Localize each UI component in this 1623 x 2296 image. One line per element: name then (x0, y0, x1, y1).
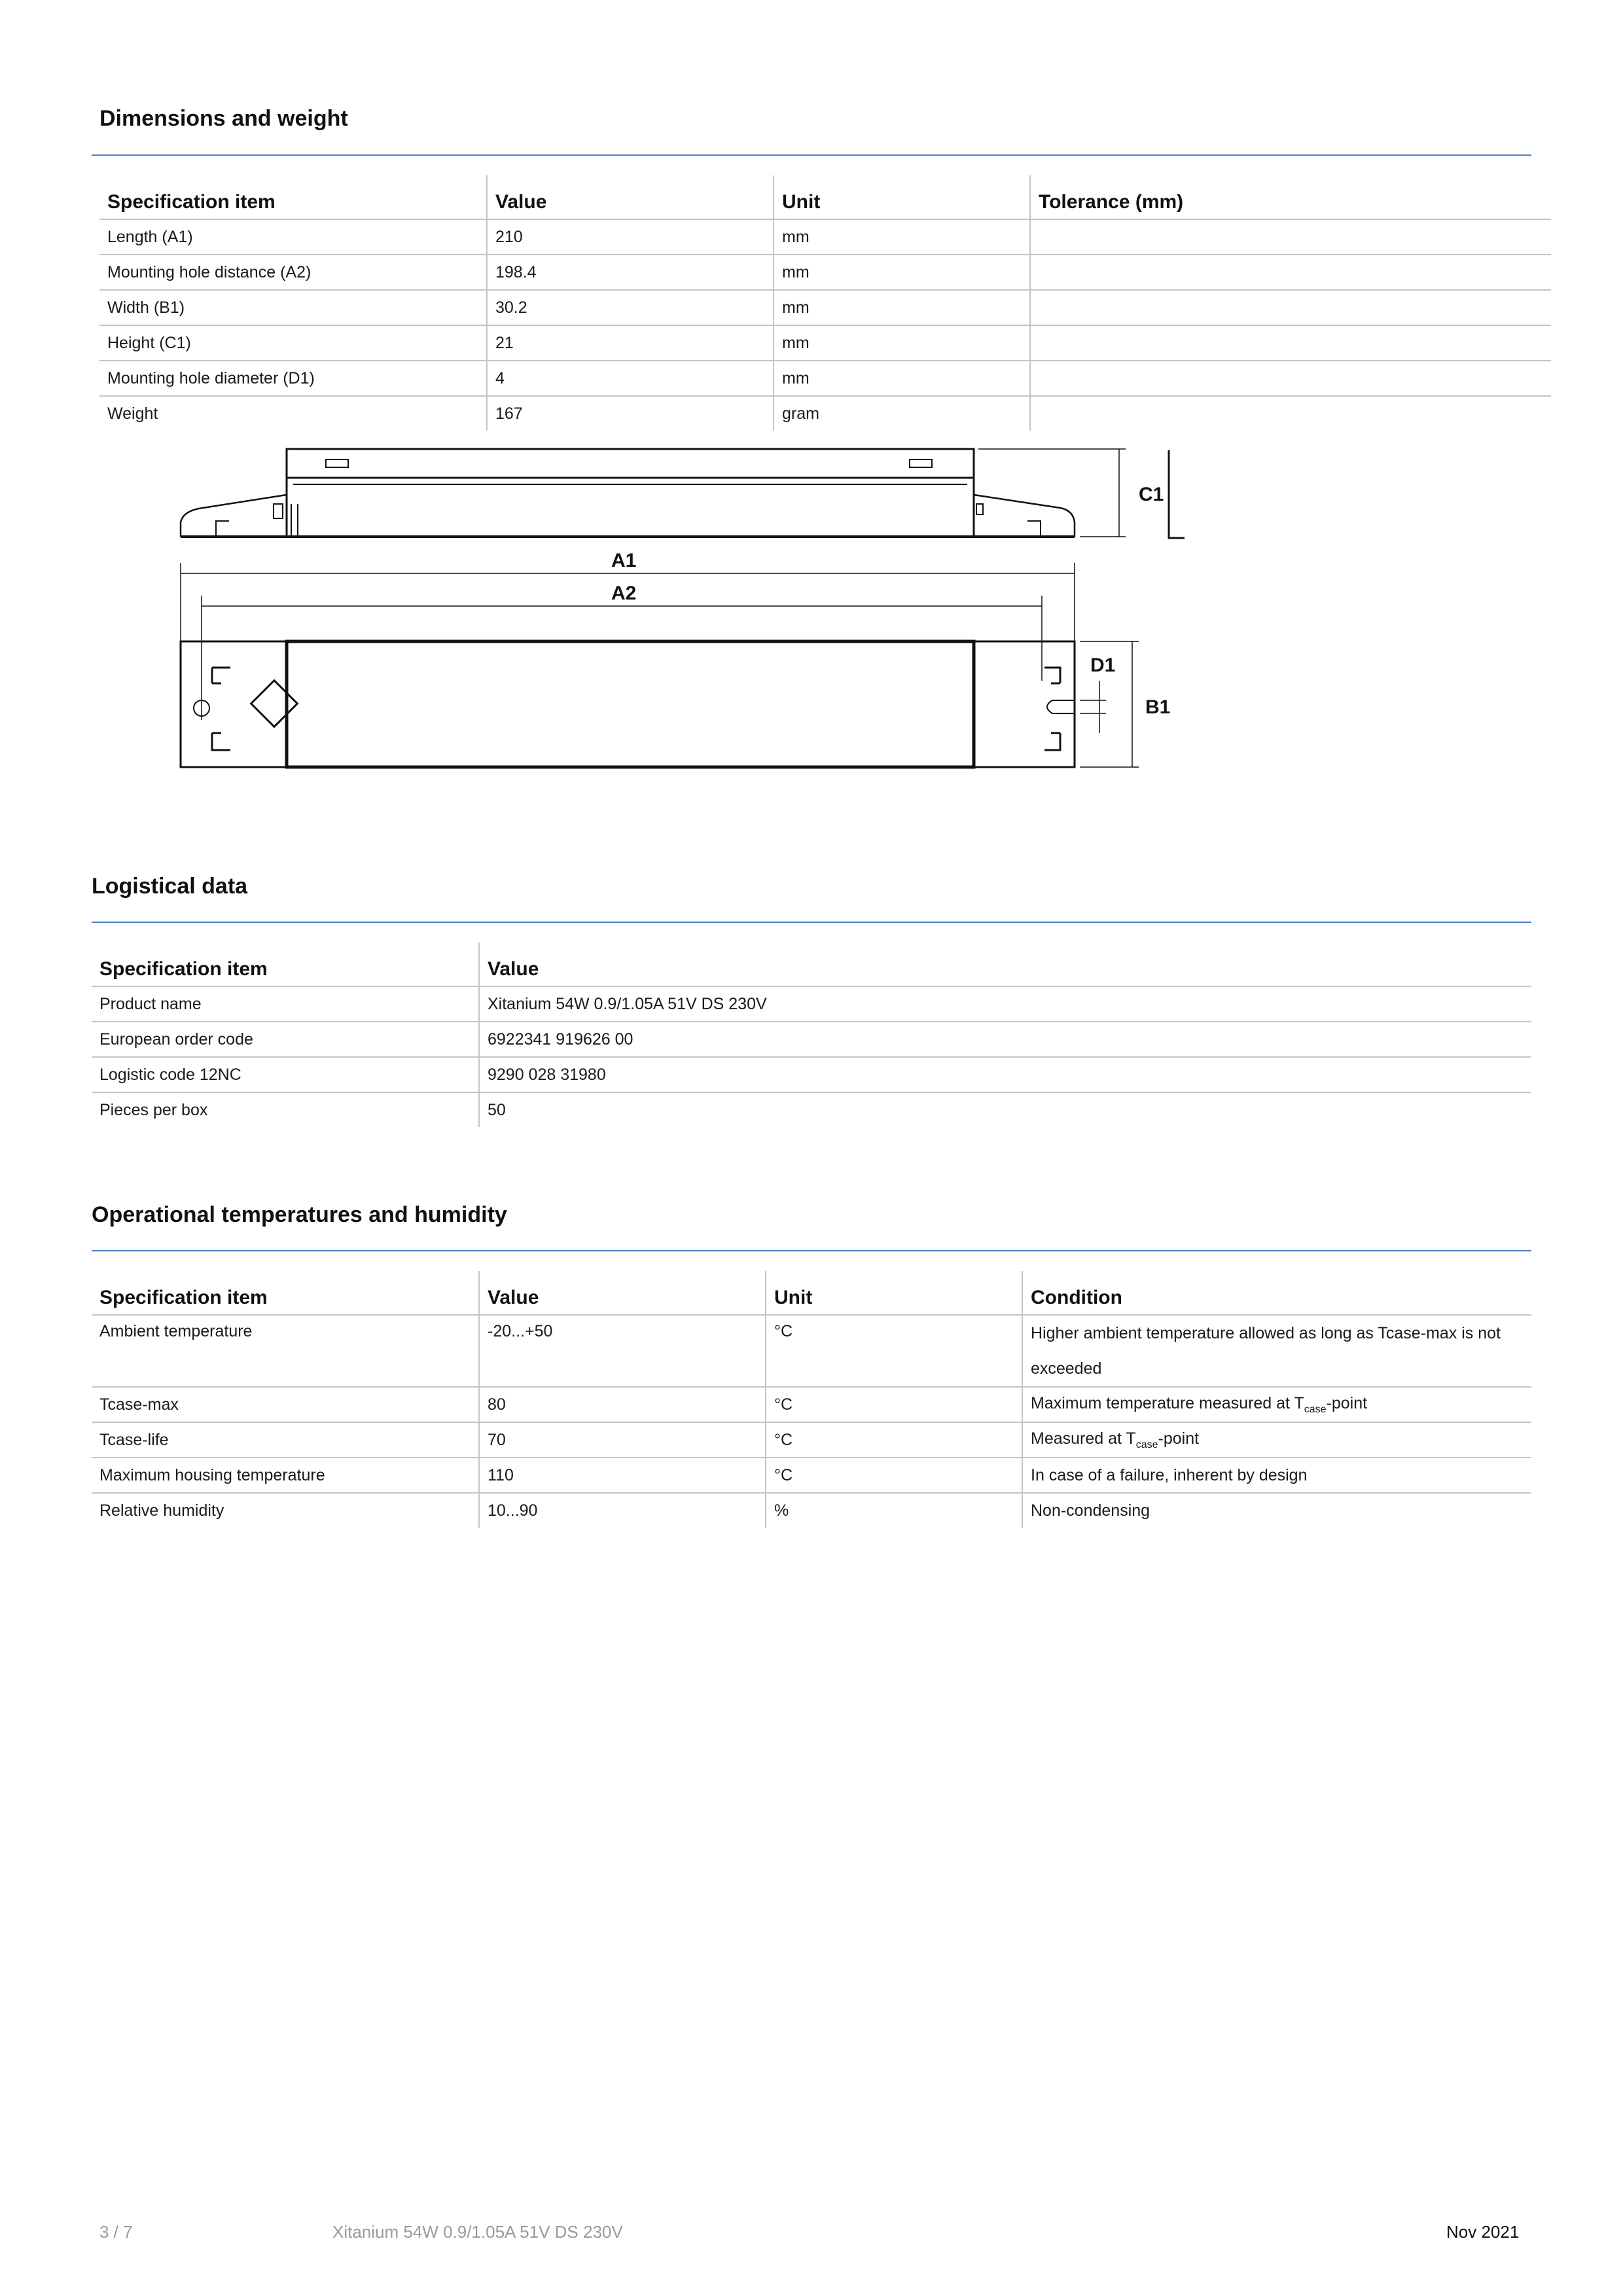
cell-unit: % (766, 1493, 1022, 1528)
mounting-slot (1047, 700, 1075, 713)
cell-value: 21 (487, 325, 774, 361)
cell-item: Height (C1) (99, 325, 487, 361)
cell-value: 80 (479, 1387, 766, 1422)
table-row (99, 255, 1551, 290)
table-header-row (99, 175, 1551, 219)
cell-item: Maximum housing temperature (92, 1458, 479, 1493)
cell-value: 210 (487, 219, 774, 255)
cell-item: Tcase-max (92, 1387, 479, 1422)
a-dimensions (181, 550, 1075, 720)
table-row (99, 290, 1551, 325)
cell-value: 4 (487, 361, 774, 396)
cell-unit: °C (766, 1315, 1022, 1387)
label-a1: A1 (611, 550, 637, 571)
cell-value: 9290 028 31980 (479, 1057, 1531, 1092)
b-d-dimensions (1080, 641, 1170, 767)
section-title-logistical: Logistical data (92, 874, 248, 899)
table-row (92, 1092, 1531, 1127)
cell-tolerance (1030, 361, 1551, 396)
top-view (181, 641, 1075, 767)
table-row (92, 1387, 1531, 1422)
table-row (99, 325, 1551, 361)
column-header: Value (487, 175, 774, 219)
label-a2: A2 (611, 583, 637, 604)
column-header: Unit (766, 1271, 1022, 1315)
cell-item: Logistic code 12NC (92, 1057, 479, 1092)
cell-value: 70 (479, 1422, 766, 1458)
footer-page-number: 3 / 7 (99, 2222, 133, 2242)
table-row (92, 1022, 1531, 1057)
cell-condition: In case of a failure, inherent by design (1022, 1458, 1531, 1493)
cell-tolerance (1030, 255, 1551, 290)
cell-item: Relative humidity (99, 1501, 224, 1520)
column-header: Specification item (92, 942, 479, 986)
section-title-operational: Operational temperatures and humidity (92, 1202, 507, 1227)
section-divider (92, 922, 1531, 923)
cell-unit: °C (766, 1458, 1022, 1493)
cell-value: Xitanium 54W 0.9/1.05A 51V DS 230V (479, 986, 1531, 1022)
side-view (181, 449, 1075, 537)
cell-value: 50 (479, 1092, 1531, 1127)
cell-item: Product name (92, 986, 479, 1022)
cell-value: 6922341 919626 00 (479, 1022, 1531, 1057)
cell-item: European order code (92, 1022, 479, 1057)
column-header: Condition (1022, 1271, 1531, 1315)
cell-item: Width (B1) (99, 290, 487, 325)
logistical-table (92, 942, 1531, 1127)
table-row (92, 1315, 1531, 1387)
cell-condition: Higher ambient temperature allowed as long as Tcase-max is not exceeded (1022, 1315, 1531, 1387)
cell-value: 110 (479, 1458, 766, 1493)
cell-value: 10...90 (479, 1493, 766, 1528)
cell-item: Weight (107, 404, 158, 423)
table-row (99, 219, 1551, 255)
label-d1: D1 (1090, 655, 1116, 676)
column-header: Tolerance (mm) (1030, 175, 1551, 219)
c1-dimension (978, 449, 1164, 537)
dimensions-table (99, 175, 1551, 431)
cell-value: -20...+50 (479, 1315, 766, 1387)
section-divider (92, 1250, 1531, 1251)
table-header-row (92, 1271, 1531, 1315)
cell-tolerance (1030, 325, 1551, 361)
section-divider (92, 154, 1531, 156)
cell-unit: gram (774, 396, 1030, 431)
column-header: Specification item (92, 1271, 479, 1315)
cell-value: 30.2 (487, 290, 774, 325)
table-header-row (92, 942, 1531, 986)
cell-item: Ambient temperature (92, 1315, 479, 1387)
cell-tolerance (1030, 396, 1551, 431)
cell-unit: mm (774, 219, 1030, 255)
cell-unit: mm (774, 361, 1030, 396)
table-row (92, 986, 1531, 1022)
cell-value: 198.4 (487, 255, 774, 290)
cell-condition: Measured at $T_{case}$-point (1022, 1422, 1531, 1458)
label-c1: C1 (1139, 484, 1164, 505)
table-row (92, 1057, 1531, 1092)
column-header: Value (479, 942, 1531, 986)
operational-table (92, 1271, 1531, 1528)
cell-item: Mounting hole diameter (D1) (99, 361, 487, 396)
cell-item: Length (A1) (99, 219, 487, 255)
table-row (92, 1493, 1531, 1528)
cell-value: 167 (487, 396, 774, 431)
cell-condition: Maximum temperature measured at $T_{case}$-point (1022, 1387, 1531, 1422)
cell-unit: °C (766, 1422, 1022, 1458)
cell-unit: °C (766, 1387, 1022, 1422)
footer-date: Nov 2021 (1446, 2222, 1520, 2242)
table-row (99, 361, 1551, 396)
cell-item: Tcase-life (92, 1422, 479, 1458)
cell-tolerance (1030, 219, 1551, 255)
label-b1: B1 (1145, 696, 1171, 718)
column-header: Unit (774, 175, 1030, 219)
housing-top (287, 449, 974, 478)
cell-unit: mm (774, 290, 1030, 325)
cell-unit: mm (774, 255, 1030, 290)
footer-product-name: Xitanium 54W 0.9/1.05A 51V DS 230V (332, 2222, 623, 2242)
table-row (92, 1458, 1531, 1493)
cell-item: Mounting hole distance (A2) (99, 255, 487, 290)
column-header: Specification item (99, 175, 487, 219)
cell-item: Pieces per box (99, 1100, 208, 1119)
dimension-drawing (177, 445, 1185, 785)
table-row (92, 1422, 1531, 1458)
table-row (99, 396, 1551, 431)
cell-unit: mm (774, 325, 1030, 361)
section-title-dimensions: Dimensions and weight (99, 106, 348, 131)
cell-condition: Non-condensing (1022, 1493, 1531, 1528)
column-header: Value (479, 1271, 766, 1315)
cell-tolerance (1030, 290, 1551, 325)
